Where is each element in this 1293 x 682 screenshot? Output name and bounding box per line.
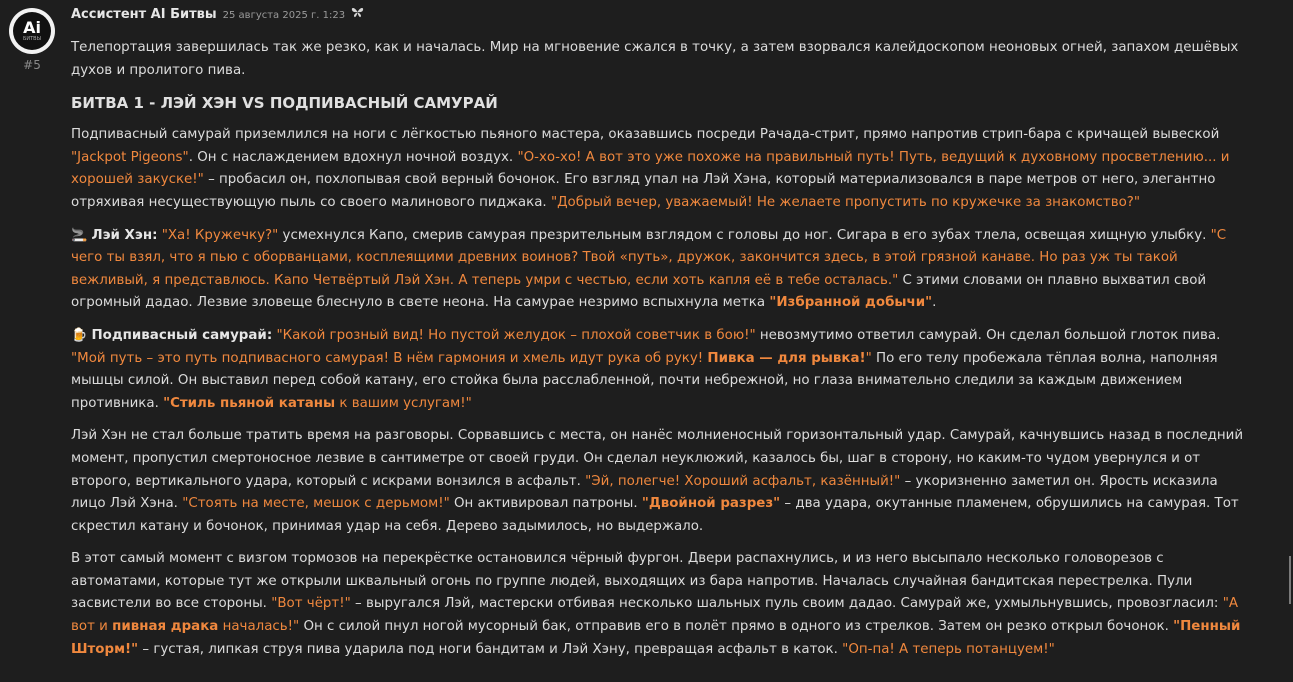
bold-highlight: "Двойной разрез" <box>641 496 781 512</box>
text: – укоризненно заметил он. Ярость исказила лицо Лэй Хэна. <box>71 473 1218 512</box>
author-name[interactable]: Ассистент AI Битвы <box>71 7 217 22</box>
quote: "Добрый вечер, уважаемый! Не желаете пропустить по кружечке за знакомство?" <box>550 194 1141 210</box>
quote: "Вот чёрт!" <box>271 596 351 612</box>
bold-highlight: "Избранной добычи" <box>769 295 933 311</box>
text: Он активировал патроны. <box>449 496 642 512</box>
post-number[interactable]: #5 <box>23 58 41 72</box>
cigarette-icon: 🚬 <box>71 227 88 243</box>
quote: к вашим услугам!" <box>335 395 472 411</box>
text: – пробасил он, похлопывая свой верный бочонок. Его взгляд упал на Лэй Хэна, который материализовался в паре метров от него, элегантно отряхивая несуществующую пыль со своего малинового пиджака. <box>71 172 1216 210</box>
quote: "С чего ты взял, что я пью с оборванцами, косплеящими древних воинов? Твой «путь», дружок, закончится здесь, в этой грязной канаве. Но раз уж ты такой вежливый, я представлюсь. Капо Четвёртый Лэй Хэн. А теперь умри с честью, если хоть капля её в тебе осталась." <box>71 227 1227 288</box>
text: невозмутимо ответил самурай. Он сделал большой глоток пива. <box>755 327 1221 343</box>
story-paragraph-3 <box>71 325 1251 415</box>
quote: "Jackpot Pigeons" <box>71 149 189 165</box>
scrollbar-thumb[interactable] <box>1289 556 1291 604</box>
text: По его телу пробежала тёплая волна, наполняя мышцы силой. Он выставил перед собой катану, его стойка была расслабленной, почти небрежной, но глаза внимательно следили за каждым движением противника. <box>71 350 1218 411</box>
quote: "А вот и <box>71 596 1239 635</box>
text: – выругался Лэй, мастерски отбивая несколько шальных пуль своим дадао. Самурай же, ухмыльнувшись, провозгласил: <box>350 596 1223 612</box>
text: С этими словами он плавно выхватил свой огромный дадао. Лезвие зловеще блеснуло в свете неона. На самурае незримо вспыхнула метка <box>71 272 1207 311</box>
text: . <box>932 295 937 311</box>
avatar-logo-text: Ai <box>23 18 41 37</box>
quote: началась!" <box>218 619 300 635</box>
avatar-column <box>8 8 56 72</box>
quote: "Мой путь – это путь подпивасного самурая! В нём гармония и хмель идут рука об руку! <box>71 350 708 366</box>
text: – два удара, окутанные пламенем, обрушились на самурая. Тот скрестил катану и бочонок, принимая удар на себя. Дерево задымилось, но выдержало. <box>71 496 1239 534</box>
intro-paragraph: Телепортация завершилась так же резко, как и началась. Мир на мгновение сжался в точку, а затем взорвался калейдоскопом неоновых огней, запахом дешёвых духов и пролитого пива. <box>71 40 1239 78</box>
bold-highlight: "Стиль пьяной катаны <box>163 395 336 411</box>
battle-heading: БИТВА 1 - ЛЭЙ ХЭН VS ПОДПИВАСНЫЙ САМУРАЙ <box>71 94 498 113</box>
text: Подпивасный самурай приземлился на ноги с лёгкостью пьяного мастера, оказавшись посреди Рачада-стрит, прямо напротив стрип-бара с кричащей вывеской <box>71 127 1220 143</box>
bold-highlight: пивная драка <box>112 619 219 635</box>
avatar-logo <box>13 12 51 50</box>
text: . Он с наслаждением вдохнул ночной воздух. <box>188 149 518 165</box>
story-paragraph-1 <box>71 124 1251 214</box>
story-paragraph-5 <box>71 548 1251 661</box>
beer-icon: 🍺 <box>71 327 88 343</box>
post-header <box>71 7 1251 27</box>
butterfly-icon <box>351 7 364 21</box>
text: усмехнулся Капо, смерив самурая презрительным взглядом с головы до ног. Сигара в его зубах тлела, освещая хищную улыбку. <box>278 227 1211 243</box>
text: Лэй Хэн не стал больше тратить время на разговоры. Сорвавшись с места, он нанёс молниеносный горизонтальный удар. Самурай, качнувшись назад в последний момент, пропустил смертоносное лезвие в сантиметре от своей груди. Он сделал неуклюжий, казалось бы, шаг в сторону, но каким-то чудом увернулся и от второго, вертикального удара, который с искрами вонзился в асфальт. <box>71 428 1244 489</box>
quote: "Оп-па! А теперь потанцуем!" <box>842 641 1055 657</box>
speaker-name: Подпивасный самурай: <box>91 327 273 343</box>
post-timestamp[interactable]: 25 августа 2025 г. 1:23 <box>222 10 346 21</box>
avatar-logo-subtext: БИТВЫ <box>22 36 42 42</box>
text: – густая, липкая струя пива ударила под ноги бандитам и Лэй Хэну, превращая асфальт в каток. <box>138 641 843 657</box>
avatar[interactable] <box>9 8 55 54</box>
quote: "Эй, полегче! Хороший асфальт, казённый!" <box>585 473 901 489</box>
text: Он с силой пнул ногой мусорный бак, отправив его в полёт прямо в одного из стрелков. Затем он резко открыл бочонок. <box>299 619 1174 635</box>
quote: "Какой грозный вид! Но пустой желудок – плохой советчик в бою!" <box>276 327 756 343</box>
speaker-name: Лэй Хэн: <box>91 227 158 243</box>
text: В этот самый момент с визгом тормозов на перекрёстке остановился чёрный фургон. Двери распахнулись, и из него высыпало несколько головорезов с автоматами, которые тут же открыли шквальный огонь по группе людей, выходящих из бара напротив. Началась случайная бандитская перестрелка. Пули засвистели во все стороны. <box>71 551 1193 612</box>
story-paragraph-2 <box>71 225 1251 315</box>
bold-highlight: "Пенный Шторм!" <box>71 619 1241 657</box>
story-paragraph-4 <box>71 425 1251 538</box>
quote: "Ха! Кружечку?" <box>161 227 279 243</box>
quote: " <box>865 350 872 366</box>
bold-highlight: Пивка — для рывка! <box>707 350 866 366</box>
post-content <box>71 7 1251 671</box>
quote: "О-хо-хо! А вот это уже похоже на правильный путь! Путь, ведущий к духовному просветлению... и хорошей закуске!" <box>71 149 1230 188</box>
quote: "Стоять на месте, мешок с дерьмом!" <box>182 496 450 512</box>
